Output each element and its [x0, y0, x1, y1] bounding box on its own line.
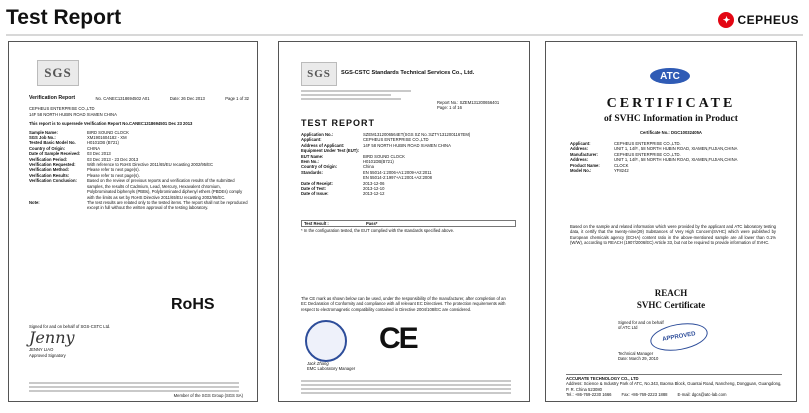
- field-label: Model No.:: [570, 168, 592, 174]
- field-label: Tested Basic Model No.: [29, 140, 76, 146]
- certificate-title: CERTIFICATE: [606, 96, 736, 111]
- rohs-label: RoHS: [171, 296, 215, 313]
- field-value: XM1901604182 - XM: [87, 135, 127, 141]
- ce-statement: The CE mark as shown below can be used, under the responsibility of the manufacturer, after completion of an EC Declaration of Conformity and compliance with all relevant EC Directives. The protection requirements with respect to electromagnetic compatibility contained in Directive 2004/108/EC are considered.: [301, 296, 506, 312]
- report-date: Date: 26 Dec 2013: [169, 96, 205, 101]
- field-value: Please refer to next page(s).: [87, 167, 140, 173]
- report-title: TEST REPORT: [301, 118, 376, 128]
- report-number: Report No.: SZEM131200656401: [437, 100, 500, 105]
- field-label: Country of Origin:: [301, 164, 338, 170]
- ce-mark: CE: [379, 322, 417, 355]
- field-label: Application No.:: [301, 132, 334, 137]
- test-result-value: Pass*: [366, 221, 378, 226]
- report-page: Page: 1 of 16: [437, 105, 462, 111]
- header-divider: [6, 34, 803, 36]
- field-label: Verification Period:: [29, 156, 68, 162]
- field-label: Applicant:: [301, 137, 322, 143]
- field-value: BIRD SOUND CLOCK: [87, 129, 129, 135]
- field-value: China: [363, 164, 374, 170]
- field-label: Standards:: [301, 169, 323, 175]
- cepheus-logo-text: CEPHEUS: [737, 13, 799, 27]
- field-value: UNIT 1, 14/F., 58 NORTH HUBIN ROAD, XIAMEN,FUJIAN,CHINA: [614, 146, 738, 152]
- field-value: CHINA: [87, 145, 101, 151]
- field-label: Date of Issue:: [301, 191, 329, 197]
- field-label: Address:: [570, 146, 589, 152]
- signer-title: Approved Signatory: [29, 352, 66, 358]
- field-label: Manufacturer:: [570, 151, 598, 157]
- supersede-note: This report is to supersede Verification Report No.CANEC1318694501 Dec 23 2013: [29, 121, 193, 127]
- field-label: Sample Name:: [29, 129, 58, 135]
- certificate-date: Date: March 29, 2010: [618, 356, 659, 362]
- sgs-logo: SGS: [307, 68, 331, 80]
- field-label: Applicant:: [570, 141, 591, 146]
- page-title: Test Report: [6, 6, 122, 29]
- field-value: With reference to RoHS Directive 2011/65/EU recasting 2002/95/EC: [87, 162, 214, 168]
- lab-stamp: [305, 320, 347, 362]
- field-value: SZEM1312006564ET(SGS SZ No.:SZTY1312001167EM): [363, 132, 471, 137]
- signed-for: Signed for and on behalf of SGS-CSTC Ltd.: [29, 324, 111, 329]
- field-row: [29, 178, 249, 200]
- rohs-verification-report: [8, 41, 258, 402]
- signed-for: Signed for and on behalf of ATC Ltd: [618, 320, 664, 331]
- field-value: UNIT 1, 14/F., 58 NORTH HUBIN ROAD, XIAMEN,FUJIAN,CHINA: [614, 157, 738, 163]
- signer-name: JENNY LIAO: [29, 347, 54, 353]
- field-value: CEPHEUS ENTERPRISE CO.,LTD.: [614, 141, 681, 146]
- report-heading: Verification Report: [29, 95, 76, 101]
- atc-logo: ATC: [650, 68, 690, 84]
- field-value: 03 Dec 2013: [87, 151, 111, 157]
- company-heading: SGS-CSTC Standards Technical Services Co., Ltd.: [341, 70, 475, 76]
- field-value: CEPHEUS ENTERPRISE CO.,LTD: [363, 137, 429, 143]
- field-row: [570, 168, 780, 173]
- technical-manager: Technical Manager: [618, 351, 654, 356]
- field-value: 2013-12-12: [363, 191, 385, 197]
- field-value: YF8242: [614, 168, 629, 174]
- signature: Jenny: [29, 328, 75, 348]
- field-label: Verification Requested:: [29, 162, 76, 168]
- field-value: Please refer to next page(s).: [87, 172, 140, 178]
- signer-name: Jack Zhang: [307, 361, 329, 366]
- footer-email: E-mail: dgcs@atc-lab.com: [677, 392, 727, 398]
- footer-address: Address: Science & Industry Park of ATC, No.343, Baoma Block, Guantai Road, Nancheng, Dongguan, Guangdong, P. R. China 523080: [566, 381, 782, 392]
- field-label: SGS Job No.:: [29, 135, 56, 141]
- reach-label: REACH: [654, 288, 688, 298]
- field-label: Address:: [570, 157, 589, 163]
- field-row: [29, 200, 249, 211]
- test-result-note: * In the configuration tested, the EUT complied with the standards specified above.: [301, 228, 455, 234]
- field-value: CEPHEUS ENTERPRISE CO.,LTD.: [614, 151, 681, 157]
- test-result-label: Test Result :: [304, 221, 329, 226]
- reach-subtitle: SVHC Certificate: [636, 300, 706, 310]
- footer-tel: Tel.: +86-769-2230 1666: [566, 392, 612, 398]
- approved-stamp: APPROVED: [648, 319, 710, 355]
- svhc-certificate: [545, 41, 797, 402]
- cepheus-logo: [718, 12, 799, 28]
- field-label: Product Name:: [570, 162, 600, 168]
- field-value: H0101DB(B721): [363, 159, 394, 165]
- field-label: EUT Name:: [301, 153, 324, 159]
- footer-fax: Fax: +86-769-2223 1888: [621, 392, 668, 398]
- field-value: The test results are related only to the tested items. The report shall not be reproduced except in full without the written approval of the testing laboratory.: [87, 199, 248, 211]
- field-label: Date of Test:: [301, 186, 327, 192]
- company-name: CEPHEUS ENTERPRISE CO.,LTD: [29, 106, 95, 112]
- field-label: Item No.:: [301, 159, 319, 165]
- footer-member: Member of the SGS Group (SGS SA): [173, 392, 243, 398]
- field-label: Verification Conclusion:: [29, 178, 77, 184]
- field-row: [301, 191, 516, 196]
- field-value: EN 55014-2:1997+A1:2001+A2:2008: [363, 175, 432, 181]
- field-label: Date of Sample Received:: [29, 151, 81, 157]
- report-page: Page 1 of 32: [225, 96, 249, 101]
- field-label: Verification Results:: [29, 172, 70, 178]
- field-value: CLOCK: [614, 162, 629, 168]
- field-label: Date of Receipt:: [301, 180, 333, 186]
- emc-test-report: [278, 41, 530, 402]
- field-value: Based on the review of previous reports and verification results of the submitted samples, the results of Cadmium, Lead, Mercury, Hexavalent chromium, Polybrominated biphenyls (PBBs), Polybrominated diphenyl ethers (PBDEs) comply with the limits as set by RoHS Directive 2011/65/EU recasting 2002/95/EC.: [87, 178, 243, 200]
- sgs-logo: SGS: [44, 65, 72, 80]
- field-label: Equipment Under Test (EUT):: [301, 148, 360, 154]
- field-label: Verification Method:: [29, 167, 70, 173]
- field-value: EN 55014-1:2006+A1:2009+A2:2011: [363, 169, 432, 175]
- field-value: BIRD SOUND CLOCK: [363, 153, 405, 159]
- field-value: H0101DB (B721): [87, 140, 119, 146]
- footer-company: ACCURATE TECHNOLOGY CO., LTD: [566, 376, 639, 381]
- field-label: Note:: [29, 199, 40, 205]
- field-value: 2013-12-06: [363, 180, 385, 186]
- certificate-body: Based on the sample and related information which were provided by the applicant and ATC laboratory testing data, it certify that the twenty-nine(29) Substances of Very High Concern(SVHC) which were published by European chemicals agency (ECHA) content ratio in the above-mentioned sample are all lower than 0.1%(W/W), according to REACH (1907/2006/EC) Article 33, but not be required to provide information of SVHC.: [570, 224, 776, 246]
- certificate-subtitle: of SVHC Information in Product: [604, 114, 738, 124]
- cepheus-logo-icon: ✦: [718, 12, 734, 28]
- field-value: 03 Dec 2013 - 23 Dec 2013: [87, 156, 139, 162]
- field-value: 2013-12-10: [363, 186, 385, 192]
- field-value: 14F 58 NORTH HUBIN ROAD XIAMEN CHINA: [363, 142, 451, 148]
- report-number: No. CANEC1318694502 A01: [95, 96, 150, 101]
- company-address: 14F 58 NORTH HUBIN ROAD XIAMEN CHINA: [29, 111, 117, 117]
- signer-title: EMC Laboratory Manager: [307, 366, 356, 372]
- field-label: Country of Origin:: [29, 145, 66, 151]
- field-label: Address of Applicant:: [301, 142, 345, 148]
- certificate-number: Certificate No.: DGC10032405A: [640, 130, 702, 135]
